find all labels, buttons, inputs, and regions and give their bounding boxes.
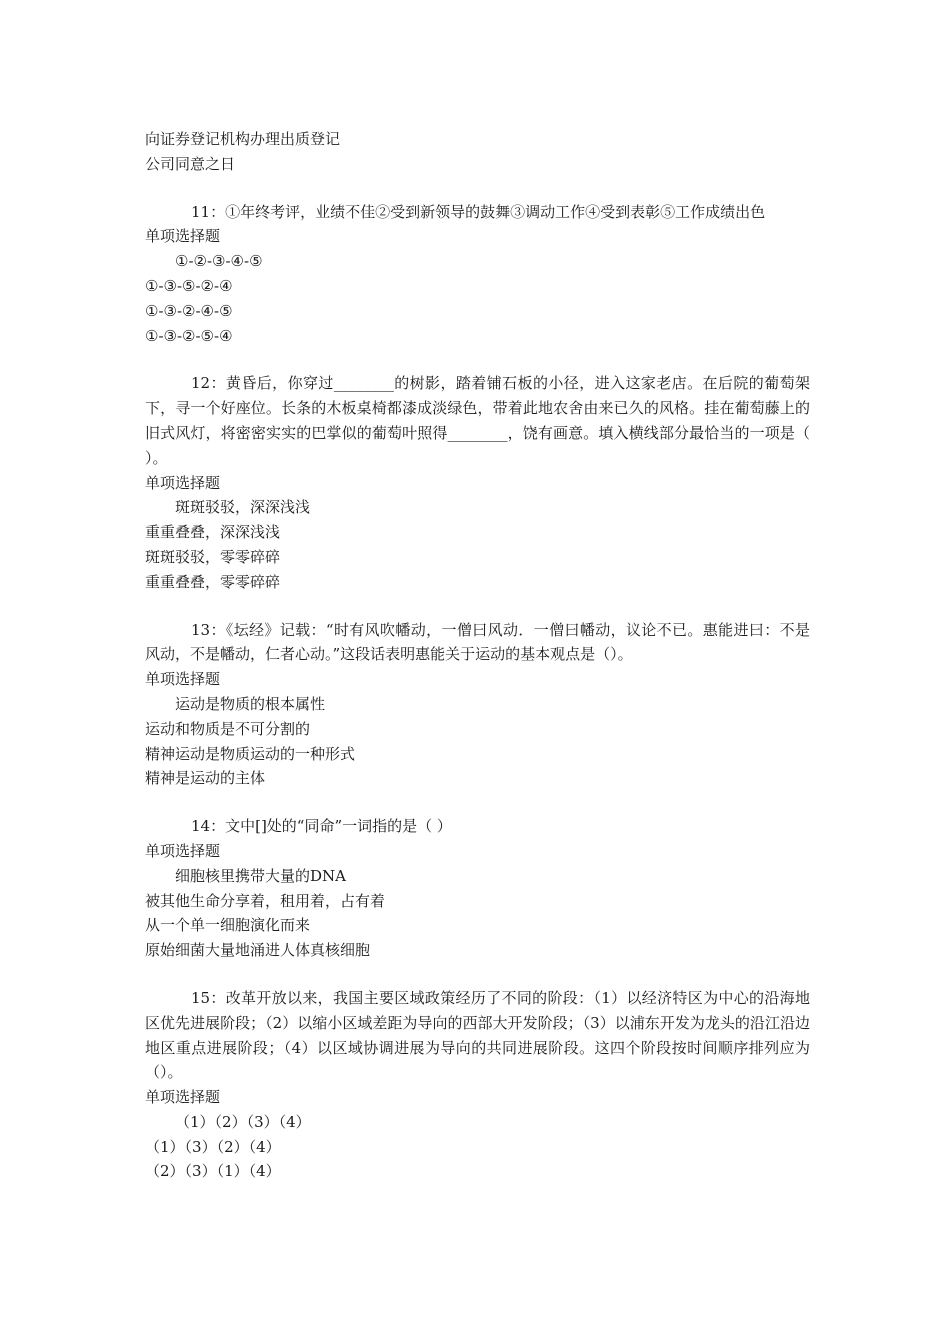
option-item: 斑斑驳驳，零零碎碎 <box>145 547 281 566</box>
option-item: ①-②-③-④-⑤ <box>175 252 263 271</box>
option-item: 精神是运动的主体 <box>145 769 266 788</box>
option-item: （1）（2）（3）（4） <box>175 1112 311 1131</box>
option-list <box>145 249 810 348</box>
option-item: 运动是物质的根本属性 <box>175 694 326 713</box>
option-item: 重重叠叠，深深浅浅 <box>145 523 281 542</box>
option-item: 从一个单一细胞演化而来 <box>145 916 311 935</box>
option-item: 斑斑驳驳，深深浅浅 <box>175 498 311 517</box>
option-item: 精神运动是物质运动的一种形式 <box>145 744 356 763</box>
question-type-label: 单项选择题 <box>145 670 221 689</box>
header-line: 公司同意之日 <box>145 154 236 173</box>
question-13 <box>145 618 810 792</box>
question-11 <box>145 200 810 349</box>
question-type-label: 单项选择题 <box>145 473 221 492</box>
option-item: 细胞核里携带大量的DNA <box>175 866 346 885</box>
option-list <box>145 1110 810 1184</box>
question-12 <box>145 371 810 594</box>
question-type-label: 单项选择题 <box>145 841 221 860</box>
header-line: 向证券登记机构办理出质登记 <box>145 130 341 148</box>
question-type-label: 单项选择题 <box>145 227 221 246</box>
option-list <box>145 864 810 963</box>
question-text: 11：①年终考评，业绩不佳②受到新领导的鼓舞③调动工作④受到表彰⑤工作成绩出色 <box>191 202 766 221</box>
option-item: 原始细菌大量地涌进人体真核细胞 <box>145 941 371 960</box>
option-list <box>145 495 810 594</box>
option-item: 运动和物质是不可分割的 <box>145 719 311 738</box>
option-item: （2）（3）（1）（4） <box>145 1162 281 1181</box>
question-text: 13：《坛经》记载：“时有风吹幡动，一僧曰风动．一僧曰幡动，议论不已。惠能进曰：不是风动，不是幡动，仁者心动。”这段话表明惠能关于运动的基本观点是（）。 <box>145 620 810 664</box>
option-item: ①-③-②-⑤-④ <box>145 326 233 345</box>
document-page <box>145 127 810 1184</box>
option-item: 重重叠叠，零零碎碎 <box>145 572 281 591</box>
option-list <box>145 692 810 791</box>
option-item: （1）（3）（2）（4） <box>145 1137 281 1156</box>
question-text: 12：黄昏后，你穿过________的树影，踏着铺石板的小径，进入这家老店。在后院的葡萄架下，寻一个好座位。长条的木板桌椅都漆成淡绿色，带着此地农舍由来已久的风格。挂在葡萄藤上的旧式风灯，将密密实实的巴掌似的葡萄叶照得________，饶有画意。填入横线部分最恰当的一项是（ ）。 <box>145 374 810 467</box>
question-type-label: 单项选择题 <box>145 1088 221 1107</box>
option-item: 被其他生命分享着，租用着，占有着 <box>145 891 386 910</box>
question-14 <box>145 814 810 963</box>
question-text: 14：文中[]处的“同命”一词指的是（ ） <box>191 817 452 836</box>
option-item: ①-③-⑤-②-④ <box>145 276 233 295</box>
question-text: 15：改革开放以来，我国主要区域政策经历了不同的阶段：（1）以经济特区为中心的沿海地区优先进展阶段；（2）以缩小区域差距为导向的西部大开发阶段；（3）以浦东开发为龙头的沿江沿边地区重点进展阶段；（4）以区域协调进展为导向的共同进展阶段。这四个阶段按时间顺序排列应为（）。 <box>145 988 810 1082</box>
question-15 <box>145 986 810 1184</box>
option-item: ①-③-②-④-⑤ <box>145 301 233 320</box>
